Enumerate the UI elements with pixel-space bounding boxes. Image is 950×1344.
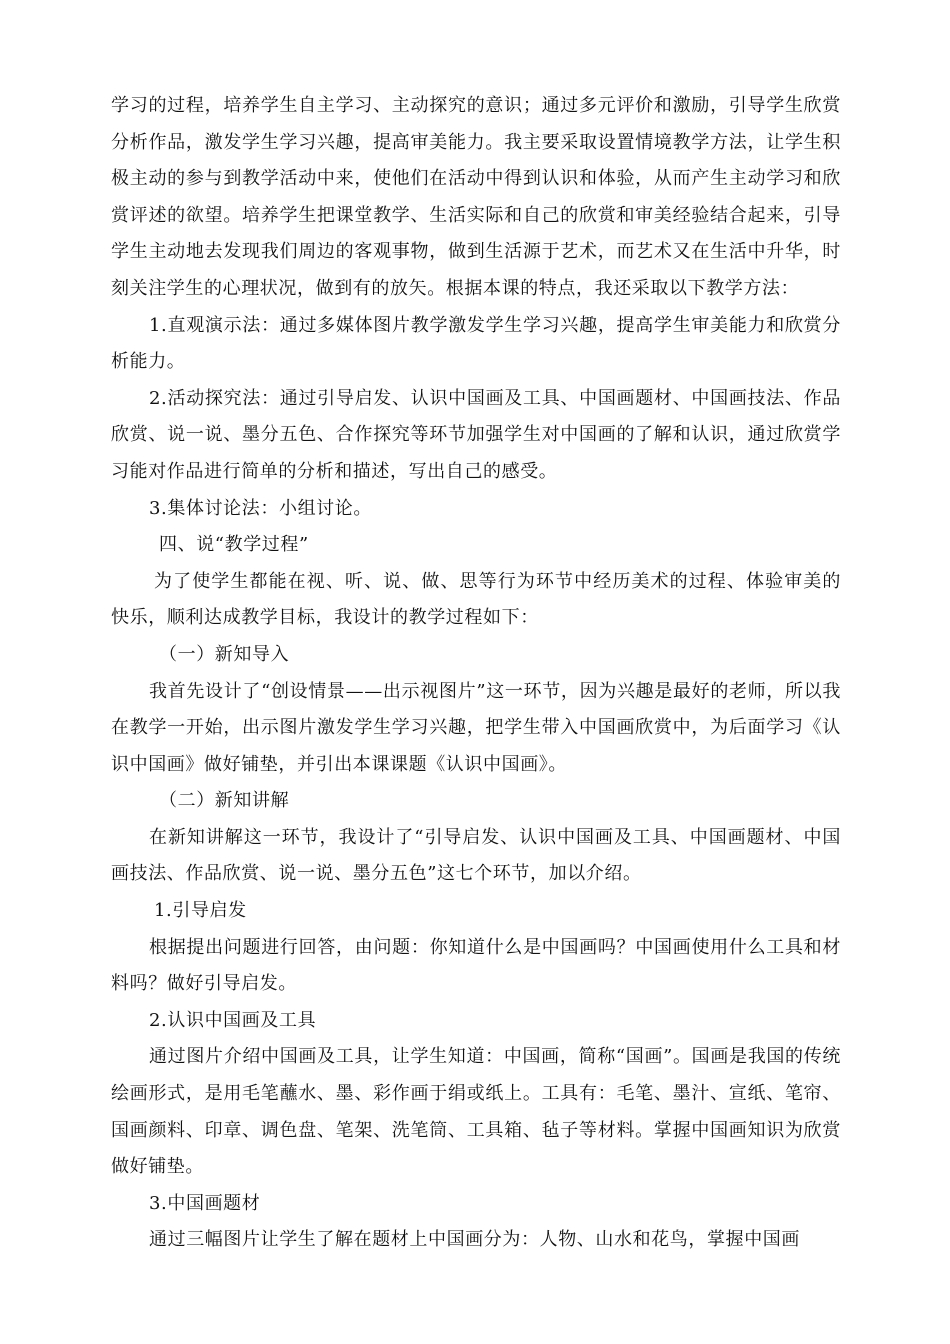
subheading-new-knowledge-intro: （一）新知导入 <box>159 643 290 665</box>
paragraph-subjects: 通过三幅图片让学生了解在题材上中国画分为：人物、山水和花鸟，掌握中国画 <box>149 1229 800 1251</box>
subheading-new-knowledge-explain: （二）新知讲解 <box>159 790 290 812</box>
subheading-guide: 1.引导启发 <box>154 900 247 922</box>
paragraph-tools: 通过图片介绍中国画及工具，让学生知道：中国画，简称“国画”。国画是我国的传统绘画形式，是用毛笔蘸水、墨、彩作画于绢或纸上。工具有：毛笔、墨汁、宣纸、笔帘、国画颜料、印章、调色盘、笔架、洗笔筒、工具箱、毡子等材料。掌握中国画知识为欣赏做好铺垫。 <box>111 1046 841 1178</box>
paragraph-method-2: 2.活动探究法：通过引导启发、认识中国画及工具、中国画题材、中国画技法、作品欣赏、说一说、墨分五色、合作探究等环节加强学生对中国画的了解和认识，通过欣赏学习能对作品进行简单的分析和描述，写出自己的感受。 <box>111 387 841 482</box>
paragraph-intro: 学习的过程，培养学生自主学习、主动探究的意识；通过多元评价和激励，引导学生欣赏分析作品，激发学生学习兴趣，提高审美能力。我主要采取设置情境教学方法，让学生积极主动的参与到教学活动中来，使他们在活动中得到认识和体验，从而产生主动学习和欣赏评述的欲望。培养学生把课堂教学、生活实际和自己的欣赏和审美经验结合起来，引导学生主动地去发现我们周边的客观事物，做到生活源于艺术，而艺术又在生活中升华，时刻关注学生的心理状况，做到有的放矢。根据本课的特点，我还采取以下教学方法： <box>111 95 841 299</box>
paragraph-method-1: 1.直观演示法：通过多媒体图片教学激发学生学习兴趣，提高学生审美能力和欣赏分析能力。 <box>111 314 841 373</box>
subheading-tools: 2.认识中国画及工具 <box>149 1009 317 1031</box>
paragraph-new-knowledge-explain: 在新知讲解这一环节，我设计了“引导启发、认识中国画及工具、中国画题材、中国画技法、作品欣赏、说一说、墨分五色”这七个环节，加以介绍。 <box>111 826 841 885</box>
paragraph-process-intro: 为了使学生都能在视、听、说、做、思等行为环节中经历美术的过程、体验审美的快乐，顺利达成教学目标，我设计的教学过程如下： <box>111 570 841 629</box>
section-heading-teaching-process: 四、说“教学过程” <box>159 534 309 556</box>
subheading-subjects: 3.中国画题材 <box>149 1192 261 1214</box>
paragraph-new-knowledge-intro: 我首先设计了“创设情景——出示视图片”这一环节，因为兴趣是最好的老师，所以我在教学一开始，出示图片激发学生学习兴趣，把学生带入中国画欣赏中，为后面学习《认识中国画》做好铺垫，并引出本课课题《认识中国画》。 <box>111 680 841 775</box>
document-page <box>111 88 841 1259</box>
paragraph-method-3: 3.集体讨论法：小组讨论。 <box>149 497 372 519</box>
paragraph-guide: 根据提出问题进行回答，由问题：你知道什么是中国画吗？中国画使用什么工具和材料吗？做好引导启发。 <box>111 936 841 995</box>
